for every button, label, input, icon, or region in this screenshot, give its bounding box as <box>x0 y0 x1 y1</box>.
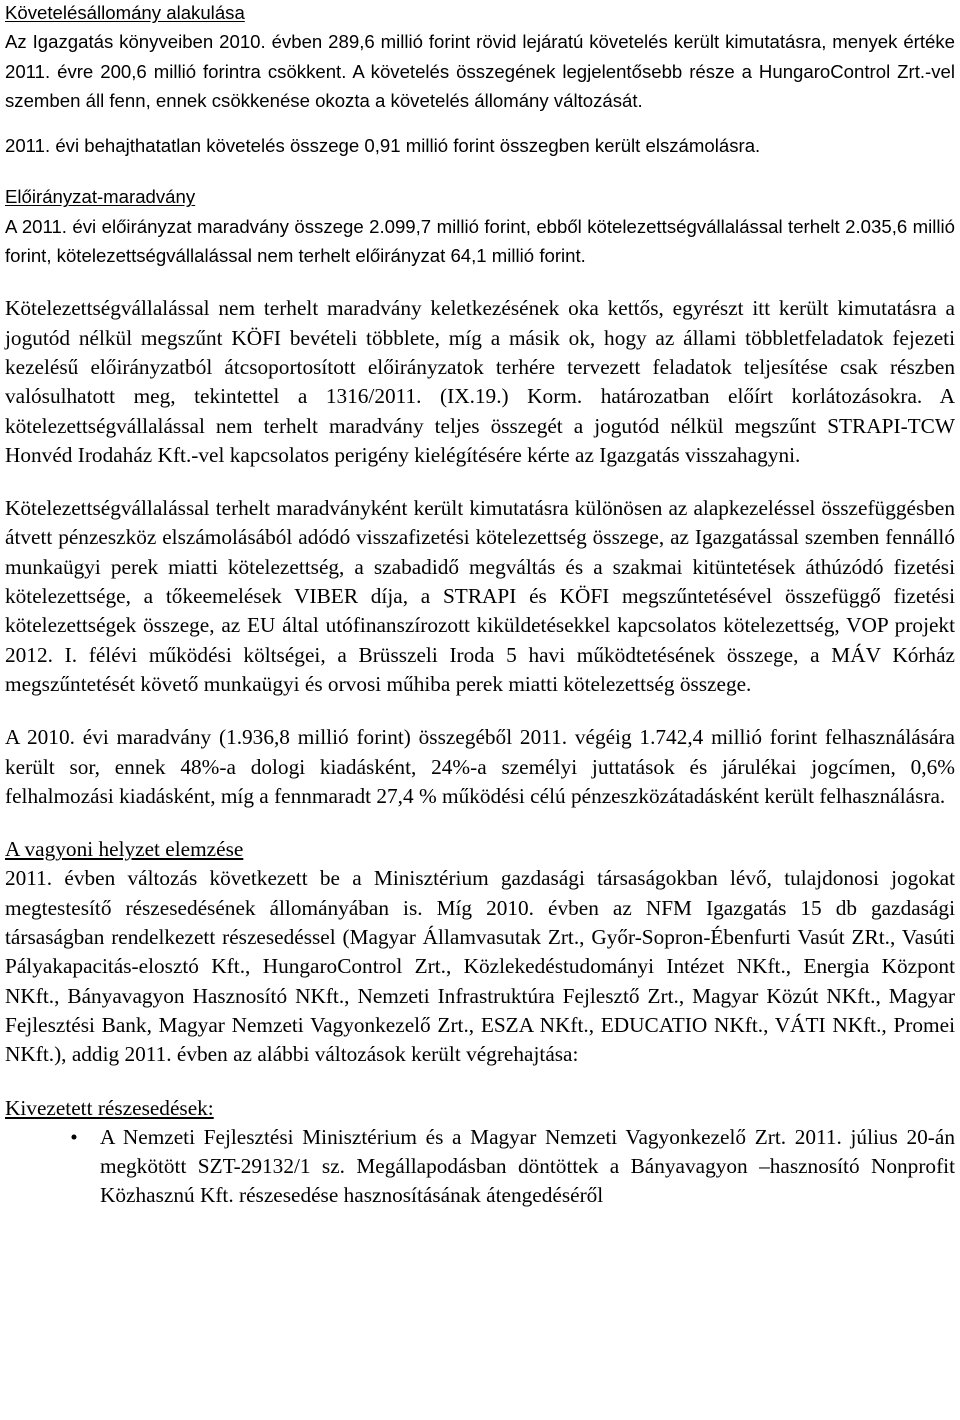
bullet-icon: • <box>70 1124 78 1149</box>
section-eloiranyzat-maradvany <box>5 182 955 811</box>
section-heading: Előirányzat-maradvány <box>5 186 196 208</box>
paragraph: Kötelezettségvállalással terhelt maradványként került kimutatásra különösen az alapkezeléssel összefüggésben átvett pénzeszköz elszámolásából adódó visszafizetési kötelezettség összege, az Igazgatással szemben fennálló munkaügyi perek miatti kötelezettség, a szabadidő megváltás és a szakmai kitüntetések áthúzódó fizetési kötelezettsége, a tőkeemelések VIBER díja, a STRAPI és KÖFI megszűntetésével összefüggő fizetési kötelezettségek összege, az EU által utófinanszírozott kiküldetésekkel kapcsolatos kötelezettség, VOP projekt 2012. I. félévi működési költségei, a Brüsszeli Iroda 5 havi működtetésének összege, a MÁV Kórház megszűntetését követő munkaügyi és orvosi műhiba perek miatti kötelezettség összege. <box>5 496 955 696</box>
paragraph: A 2011. évi előirányzat maradvány összege 2.099,7 millió forint, ebből kötelezettségvállalással terhelt 2.035,6 millió forint, kötelezettségvállalással nem terhelt előirányzat 64,1 millió forint. <box>5 215 955 267</box>
list-item-text: A Nemzeti Fejlesztési Minisztérium és a Magyar Nemzeti Vagyonkezelő Zrt. 2011. július 20-án megkötött SZT-29132/1 sz. Megállapodásban döntöttek a Bányavagyon –hasznosító Nonprofit Közhasznú Kft. részesedése hasznosításának átengedéséről <box>100 1124 955 1208</box>
section-heading: Követelésállomány alakulása <box>5 2 245 23</box>
bullet-list <box>5 1123 955 1211</box>
paragraph: Kötelezettségvállalással nem terhelt maradvány keletkezésének oka kettős, egyrészt itt került kimutatásra a jogutód nélkül megszűnt KÖFI bevételi többlete, míg a másik ok, hogy az állami többletfeladatok fejezeti kezelésű előirányzatból átcsoportosított előirányzatok terhére tervezett feladatok teljesítése csak részben valósulhatott meg, tekintettel a 1316/2011. (IX.19.) Korm. határozatban előírt korlátozásokra. A kötelezettségvállalással nem terhelt maradvány teljes összegét a jogutód nélkül megszűnt STRAPI-TCW Honvéd Irodaház Kft.-vel kapcsolatos perigény kielégítésére kérte az Igazgatás visszahagyni. <box>5 296 955 467</box>
paragraph: A 2010. évi maradvány (1.936,8 millió forint) összegéből 2011. végéig 1.742,4 millió forint felhasználására került sor, ennek 48%-a dologi kiadásként, 24%-a személyi juttatások és járulékai jogcímen, 0,6% felhalmozási kiadásként, míg a fennmaradt 27,4 % működési célú pénzeszközátadásként került felhasználásra. <box>5 725 955 808</box>
paragraph: 2011. évi behajthatatlan követelés összege 0,91 millió forint összegben került elszámolásra. <box>5 135 761 157</box>
section-vagyoni-helyzet <box>5 835 955 1069</box>
list-item <box>70 1123 955 1211</box>
document-page <box>5 0 955 1211</box>
paragraph: 2011. évben változás következett be a Minisztérium gazdasági társaságokban lévő, tulajdonosi jogokat megtestesítő részesedésének állományában is. Míg 2010. évben az NFM Igazgatás 15 db gazdasági társaságban rendelkezett részesedéssel (Magyar Államvasutak Zrt., Győr-Sopron-Ébenfurti Vasút ZRt., Vasúti Pályakapacitás-elosztó Kft., HungaroControl Zrt., Közlekedéstudományi Intézet NKft., Energia Központ NKft., Bányavagyon Hasznosító NKft., Nemzeti Infrastruktúra Fejlesztő Zrt., Magyar Közút NKft., Magyar Fejlesztési Bank, Magyar Nemzeti Vagyonkezelő Zrt., ESZA NKft., EDUCATIO NKft., VÁTI NKft., Promei NKft.), addig 2011. évben az alábbi változások került végrehajtása: <box>5 866 955 1067</box>
section-heading: A vagyoni helyzet elemzése <box>5 837 244 862</box>
paragraph: Az Igazgatás könyveiben 2010. évben 289,6 millió forint rövid lejáratú követelés került kimutatásra, menyek értéke 2011. évre 200,6 millió forintra csökkent. A követelés összegének legjelentősebb része a HungaroControl Zrt.-vel szemben áll fenn, ennek csökkenése okozta a követelés állomány változását. <box>5 31 955 111</box>
section-heading: Kivezetett részesedések: <box>5 1095 214 1120</box>
section-kivezetett-reszesedesek <box>5 1094 955 1211</box>
section-kovetelesallomany <box>5 0 955 160</box>
